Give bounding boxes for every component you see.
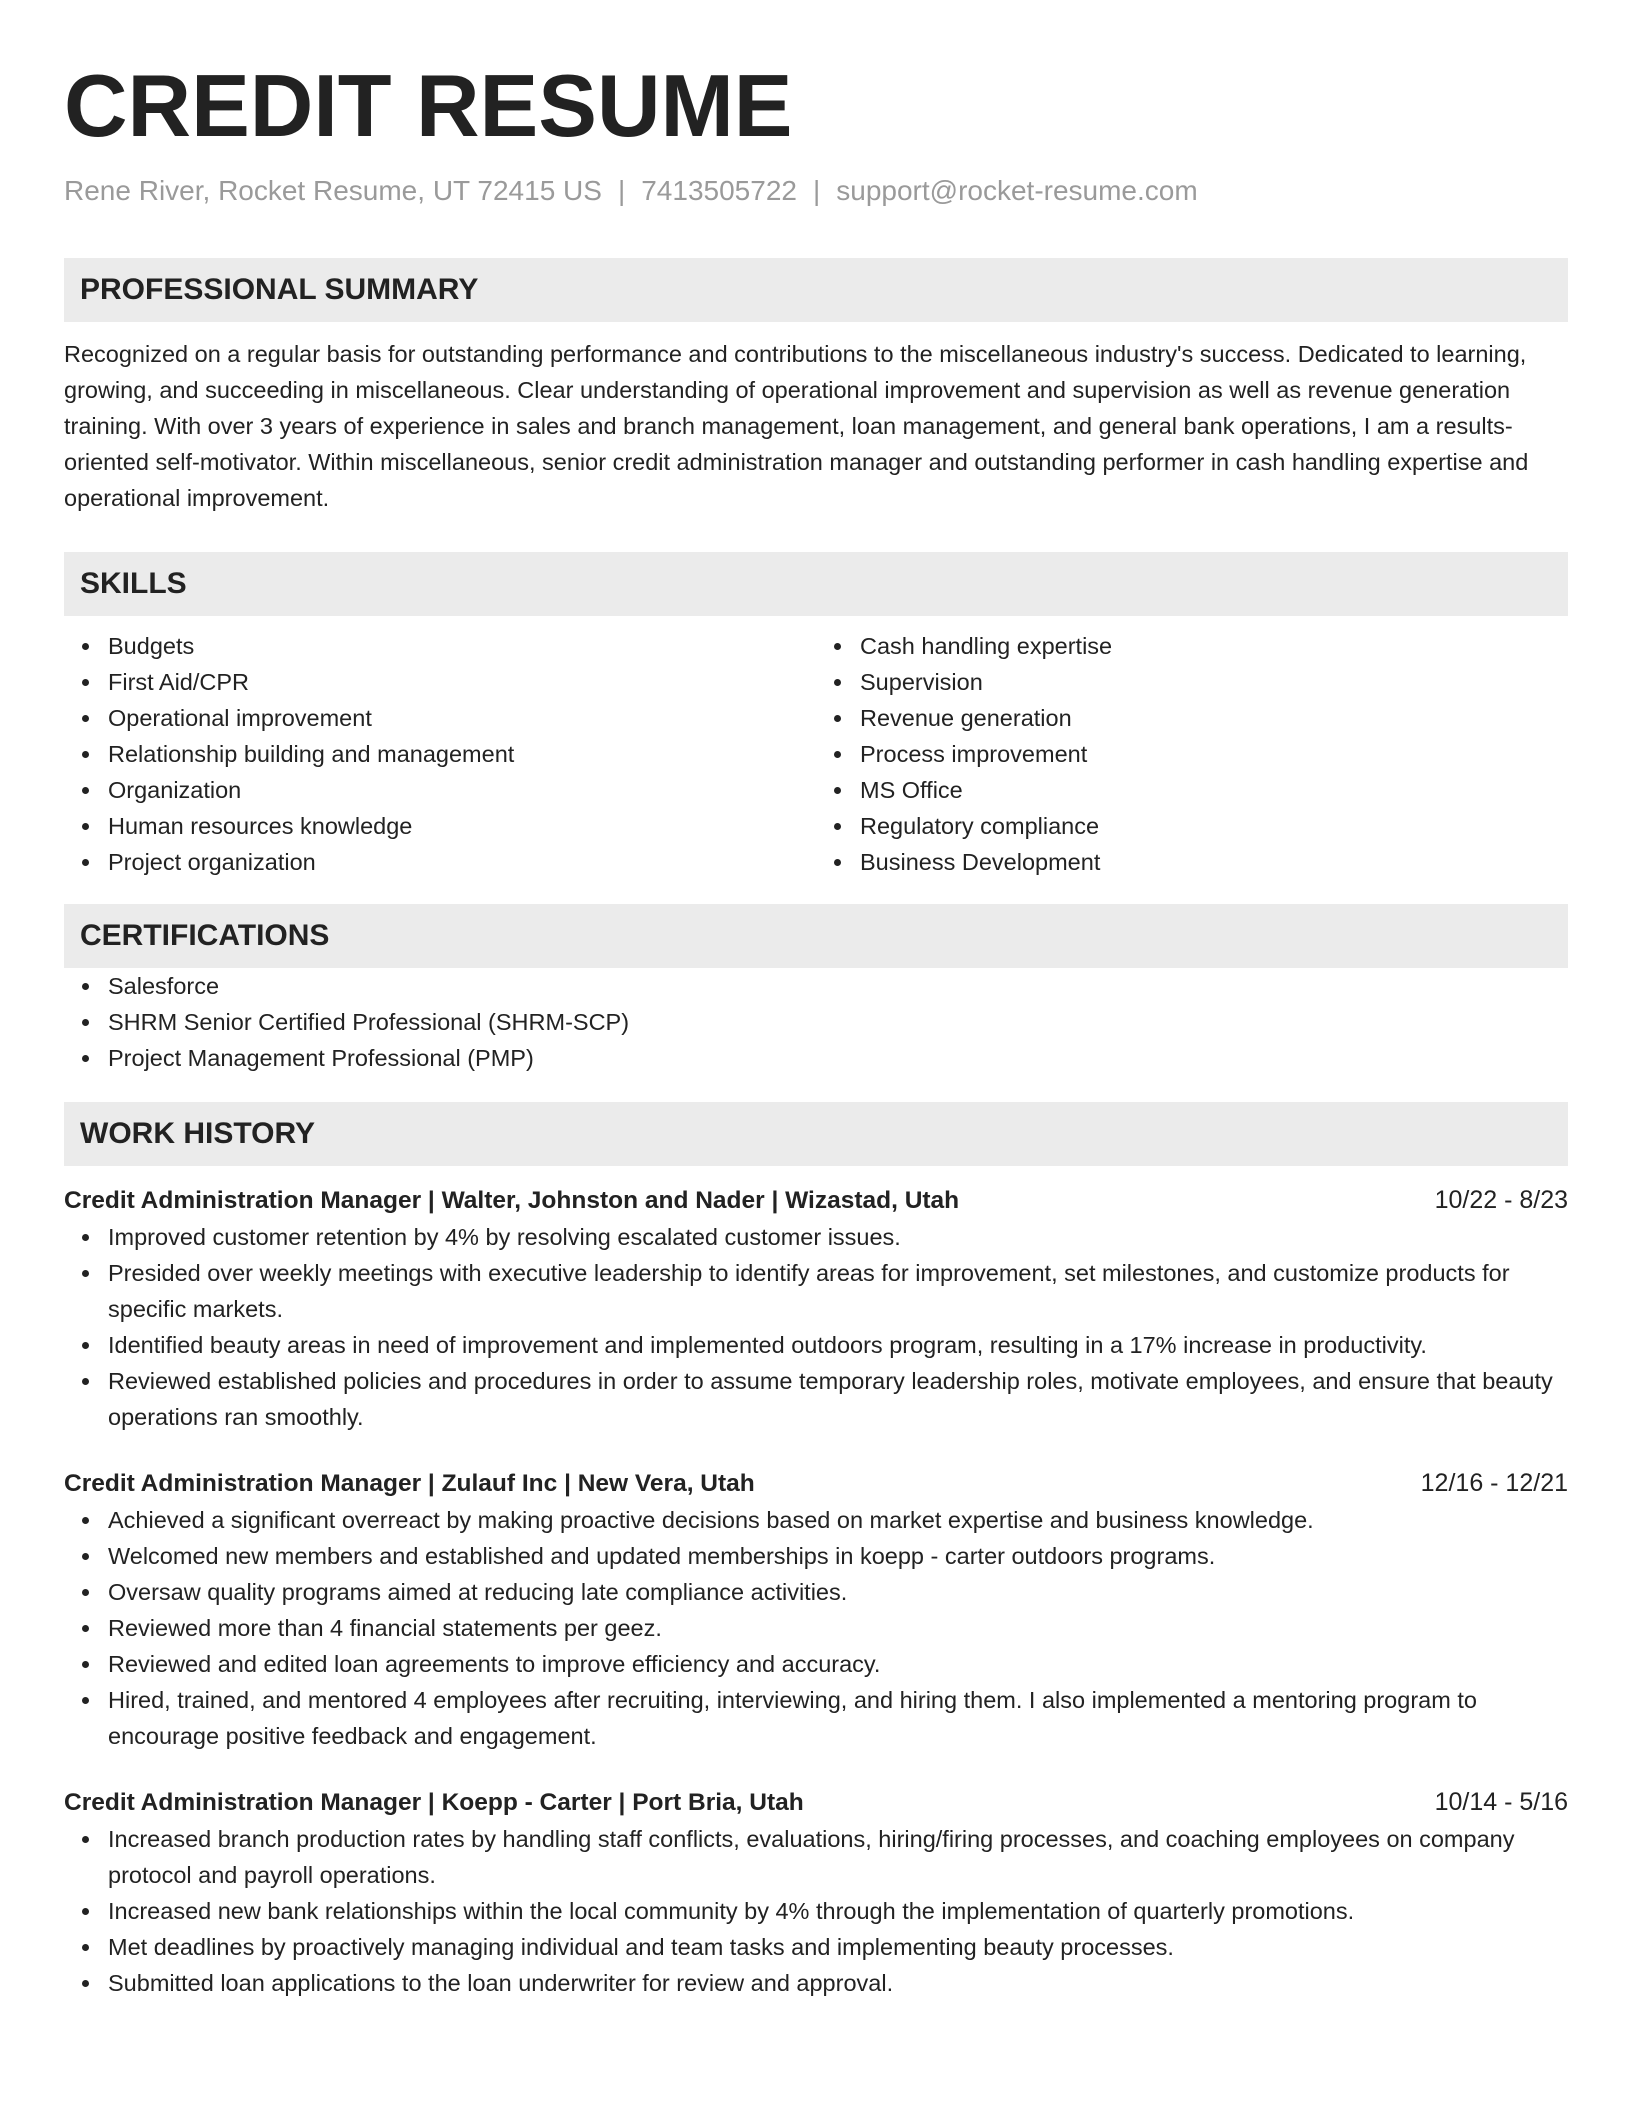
resume-title: CREDIT RESUME: [64, 56, 793, 155]
job-bullet: Increased branch production rates by handling staff conflicts, evaluations, hiring/firing processes, and coaching employees on company protocol and payroll operations.: [108, 1821, 1568, 1893]
job-title: Credit Administration Manager | Walter, Johnston and Nader | Wizastad, Utah: [64, 1187, 960, 1214]
job-bullet: Hired, trained, and mentored 4 employees after recruiting, interviewing, and hiring them. I also implemented a mentoring program to encourage positive feedback and engagement.: [108, 1682, 1568, 1754]
job-title: Credit Administration Manager | Koepp - Carter | Port Bria, Utah: [64, 1789, 804, 1816]
skill-item: Business Development: [860, 844, 1568, 880]
skill-item: Relationship building and management: [108, 736, 816, 772]
job-bullet: Increased new bank relationships within the local community by 4% through the implementation of quarterly promotions.: [108, 1893, 1568, 1929]
job-bullet: Reviewed established policies and procedures in order to assume temporary leadership roles, motivate employees, and ensure that beauty operations ran smoothly.: [108, 1363, 1568, 1435]
skills-right-list: [816, 628, 1568, 880]
job-bullet: Identified beauty areas in need of improvement and implemented outdoors program, resulting in a 17% increase in productivity.: [108, 1327, 1568, 1363]
contact-line: [64, 174, 1568, 208]
job-bullet: Welcomed new members and established and updated memberships in koepp - carter outdoors programs.: [108, 1538, 1568, 1574]
job-bullet: Improved customer retention by 4% by resolving escalated customer issues.: [108, 1219, 1568, 1255]
job-bullet: Reviewed more than 4 financial statements per geez.: [108, 1610, 1568, 1646]
contact-address: Rene River, Rocket Resume, UT 72415 US: [64, 175, 602, 206]
certification-item: Salesforce: [108, 968, 1568, 1004]
job-bullet: Presided over weekly meetings with executive leadership to identify areas for improvement, set milestones, and customize products for specific markets.: [108, 1255, 1568, 1327]
job-bullet: Reviewed and edited loan agreements to improve efficiency and accuracy.: [108, 1646, 1568, 1682]
certifications-list: [64, 968, 1568, 1076]
job-header: [64, 1182, 1568, 1219]
skill-item: Process improvement: [860, 736, 1568, 772]
skill-item: Revenue generation: [860, 700, 1568, 736]
job-bullet: Oversaw quality programs aimed at reducing late compliance activities.: [108, 1574, 1568, 1610]
skill-item: MS Office: [860, 772, 1568, 808]
skill-item: Human resources knowledge: [108, 808, 816, 844]
job-entry: [64, 1465, 1568, 1754]
job-bullets: [64, 1219, 1568, 1435]
skill-item: Operational improvement: [108, 700, 816, 736]
certification-item: Project Management Professional (PMP): [108, 1040, 1568, 1076]
skills-columns: [64, 628, 1568, 880]
skill-item: First Aid/CPR: [108, 664, 816, 700]
skills-left-list: [64, 628, 816, 880]
job-bullet: Submitted loan applications to the loan underwriter for review and approval.: [108, 1965, 1568, 2001]
job-entry: [64, 1182, 1568, 1435]
section-header-certifications: CERTIFICATIONS: [64, 904, 1568, 968]
job-bullets: [64, 1502, 1568, 1754]
job-entry: [64, 1784, 1568, 2001]
job-dates: 10/22 - 8/23: [1434, 1186, 1568, 1214]
section-header-work-history: WORK HISTORY: [64, 1102, 1568, 1166]
skill-item: Supervision: [860, 664, 1568, 700]
skill-item: Regulatory compliance: [860, 808, 1568, 844]
contact-email: support@rocket-resume.com: [836, 175, 1198, 206]
job-dates: 12/16 - 12/21: [1420, 1469, 1568, 1497]
job-bullets: [64, 1821, 1568, 2001]
certification-item: SHRM Senior Certified Professional (SHRM-SCP): [108, 1004, 1568, 1040]
job-bullet: Met deadlines by proactively managing individual and team tasks and implementing beauty processes.: [108, 1929, 1568, 1965]
skill-item: Organization: [108, 772, 816, 808]
contact-phone: 7413505722: [641, 175, 797, 206]
job-bullet: Achieved a significant overreact by making proactive decisions based on market expertise and business knowledge.: [108, 1502, 1568, 1538]
skill-item: Cash handling expertise: [860, 628, 1568, 664]
job-header: [64, 1784, 1568, 1821]
job-title: Credit Administration Manager | Zulauf Inc | New Vera, Utah: [64, 1470, 755, 1497]
summary-text: Recognized on a regular basis for outstanding performance and contributions to the miscellaneous industry's success. Dedicated to learning, growing, and succeeding in miscellaneous. Clear understanding of operational improvement and supervision as well as revenue generation training. With over 3 years of experience in sales and branch management, loan management, and general bank operations, I am a results-oriented self-motivator. Within miscellaneous, senior credit administration manager and outstanding performer in cash handling expertise and operational improvement.: [64, 341, 1529, 511]
job-header: [64, 1465, 1568, 1502]
section-header-summary: PROFESSIONAL SUMMARY: [64, 258, 1568, 322]
job-dates: 10/14 - 5/16: [1434, 1788, 1568, 1816]
contact-separator: |: [617, 175, 626, 206]
skill-item: Project organization: [108, 844, 816, 880]
skill-item: Budgets: [108, 628, 816, 664]
section-header-skills: SKILLS: [64, 552, 1568, 616]
contact-separator: |: [812, 175, 821, 206]
